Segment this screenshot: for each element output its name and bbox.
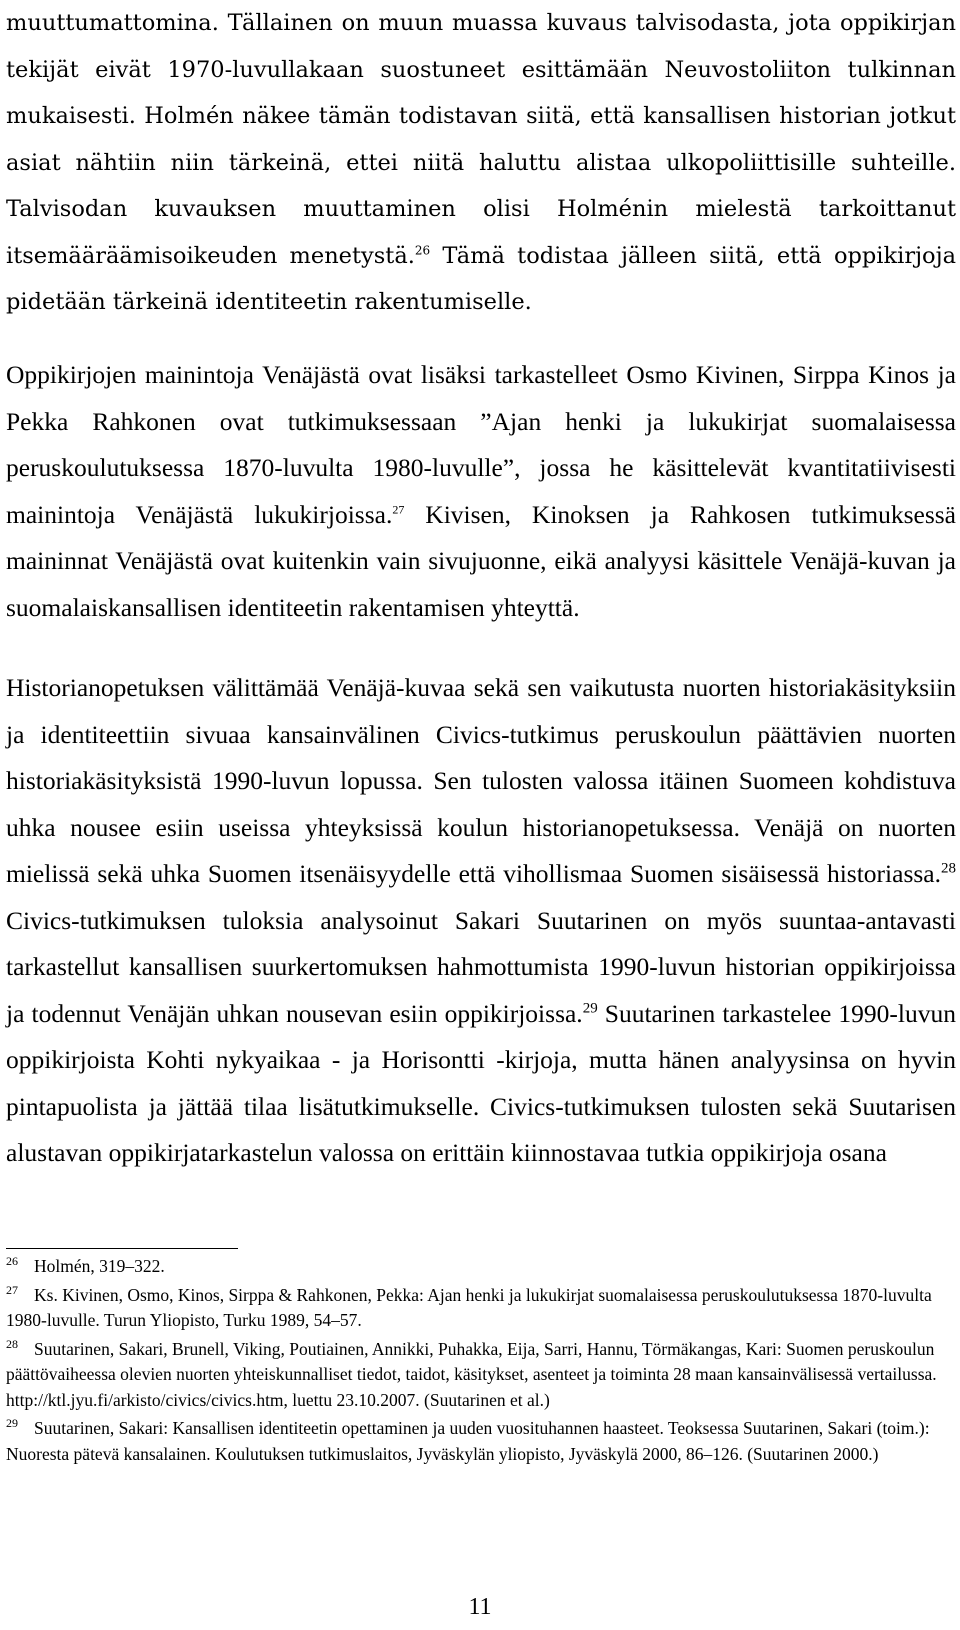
paragraph-2-text-a: Oppikirjojen mainintoja Venäjästä ovat lisäksi tarkastelleet Osmo Kivinen, Sirppa Kinos ja Pekka Rahkonen ovat tutkimuksessaan ”Ajan henki ja lukukirjat suomalaisessa peruskoulutuksessa 1870-luvulta 1980-luvulle”, jossa he käsittelevät kvantitatiivisesti mainintoja Venäjästä lukukirjoissa. (6, 360, 956, 529)
footnote-26 (6, 1254, 956, 1280)
paragraph-2 (6, 352, 956, 631)
paragraph-3-text-c: Suutarinen tarkastelee 1990-luvun oppikirjoista Kohti nykyaikaa - ja Horisontti -kirjoja, mutta hänen analyysinsa on hyvin pintapuolista ja jättää tilaa lisätutkimukselle. Civics-tutkimuksen tulosten sekä Suutarisen alustavan oppikirjatarkastelun valossa on erittäin kiinnostavaa tutkia oppikirjoja osana (6, 998, 956, 1167)
footnote-number: 26 (6, 1254, 18, 1269)
footnote-number: 29 (6, 1416, 18, 1431)
footnote-text: Ks. Kivinen, Osmo, Kinos, Sirppa & Rahkonen, Pekka: Ajan henki ja lukukirjat suomalaisessa peruskoulutuksessa 1870-luvulta 1980-luvulle. Turun Yliopisto, Turku 1989, 54–57. (6, 1284, 932, 1330)
footnote-number: 27 (6, 1282, 18, 1297)
footnote-text: Suutarinen, Sakari, Brunell, Viking, Poutiainen, Annikki, Puhakka, Eija, Sarri, Hannu, Törmäkangas, Kari: Suomen peruskoulun päättövaiheessa olevien nuorten yhteiskunnalliset tiedot, taidot, käsitykset, asenteet ja toiminta 28 maan kansainvälisessä vertailussa. http://ktl.jyu.fi/arkisto/civics/civics.htm, luettu 23.10.2007. (Suutarinen et al.) (6, 1338, 937, 1410)
footnote-29 (6, 1416, 956, 1467)
page-number: 11 (468, 1594, 492, 1620)
footnote-number: 28 (6, 1336, 18, 1351)
footnote-text: Holmén, 319–322. (34, 1256, 165, 1276)
footnote-ref-28[interactable]: 28 (941, 860, 956, 877)
paragraph-3-text-a: Historianopetuksen välittämää Venäjä-kuvaa sekä sen vaikutusta nuorten historiakäsityksiin ja identiteettiin sivuaa kansainvälinen Civics-tutkimus peruskoulun päättävien nuorten historiakäsityksistä 1990-luvun lopussa. Sen tulosten valossa itäinen Suomeen kohdistuva uhka nousee esiin useissa yhteyksissä koulun historianopetuksessa. Venäjä on nuorten mielissä sekä uhka Suomen itsenäisyydelle että vihollismaa Suomen sisäisessä historiassa. (6, 673, 956, 888)
paragraph-3 (6, 665, 956, 1177)
footnote-text: Suutarinen, Sakari: Kansallisen identiteetin opettaminen ja uuden vuosituhannen haasteet. Teoksessa Suutarinen, Sakari (toim.): Nuoresta pätevä kansalainen. Koulutuksen tutkimuslaitos, Jyväskylän yliopisto, Jyväskylä 2000, 86–126. (Suutarinen 2000.) (6, 1418, 930, 1464)
paragraph-1 (6, 0, 956, 326)
footnote-divider (6, 1248, 238, 1249)
footnotes (6, 1254, 956, 1470)
paragraph-2-text-b: Kivisen, Kinoksen ja Rahkosen tutkimuksessä maininnat Venäjästä ovat kuitenkin vain sivujuonne, eikä analyysi käsittele Venäjä-kuvan ja suomalaiskansallisen identiteetin rakentamisen yhteyttä. (6, 499, 956, 622)
footnote-ref-27[interactable]: 27 (392, 502, 405, 516)
footnote-ref-29[interactable]: 29 (582, 1000, 598, 1016)
paragraph-1-text-b: Tämä todistaa jälleen siitä, että oppikirjoja pidetään tärkeinä identiteetin rakentumiselle. (6, 242, 956, 315)
paragraph-1-text-a: muuttumattomina. Tällainen on muun muassa kuvaus talvisodasta, jota oppikirjan tekijät eivät 1970-luvullakaan suostuneet esittämään Neuvostoliiton tulkinnan mukaisesti. Holmén näkee tämän todistavan siitä, että kansallisen historian jotkut asiat nähtiin niin tärkeinä, ettei niitä haluttu alistaa ulkopoliittisille suhteille. Talvisodan kuvauksen muuttaminen olisi Holménin mielestä tarkoittanut itsemääräämisoikeuden menetystä. (6, 10, 956, 269)
footnote-27 (6, 1283, 956, 1334)
footnote-28 (6, 1337, 956, 1414)
paragraph-3-text-b: Civics-tutkimuksen tuloksia analysoinut Sakari Suutarinen on myös suuntaa-antavasti tarkastellut kansallisen suurkertomuksen hahmottumista 1990-luvun historian oppikirjoissa ja todennut Venäjän uhkan nousevan esiin oppikirjoissa. (6, 905, 956, 1028)
footnote-ref-26[interactable]: 26 (414, 243, 431, 257)
